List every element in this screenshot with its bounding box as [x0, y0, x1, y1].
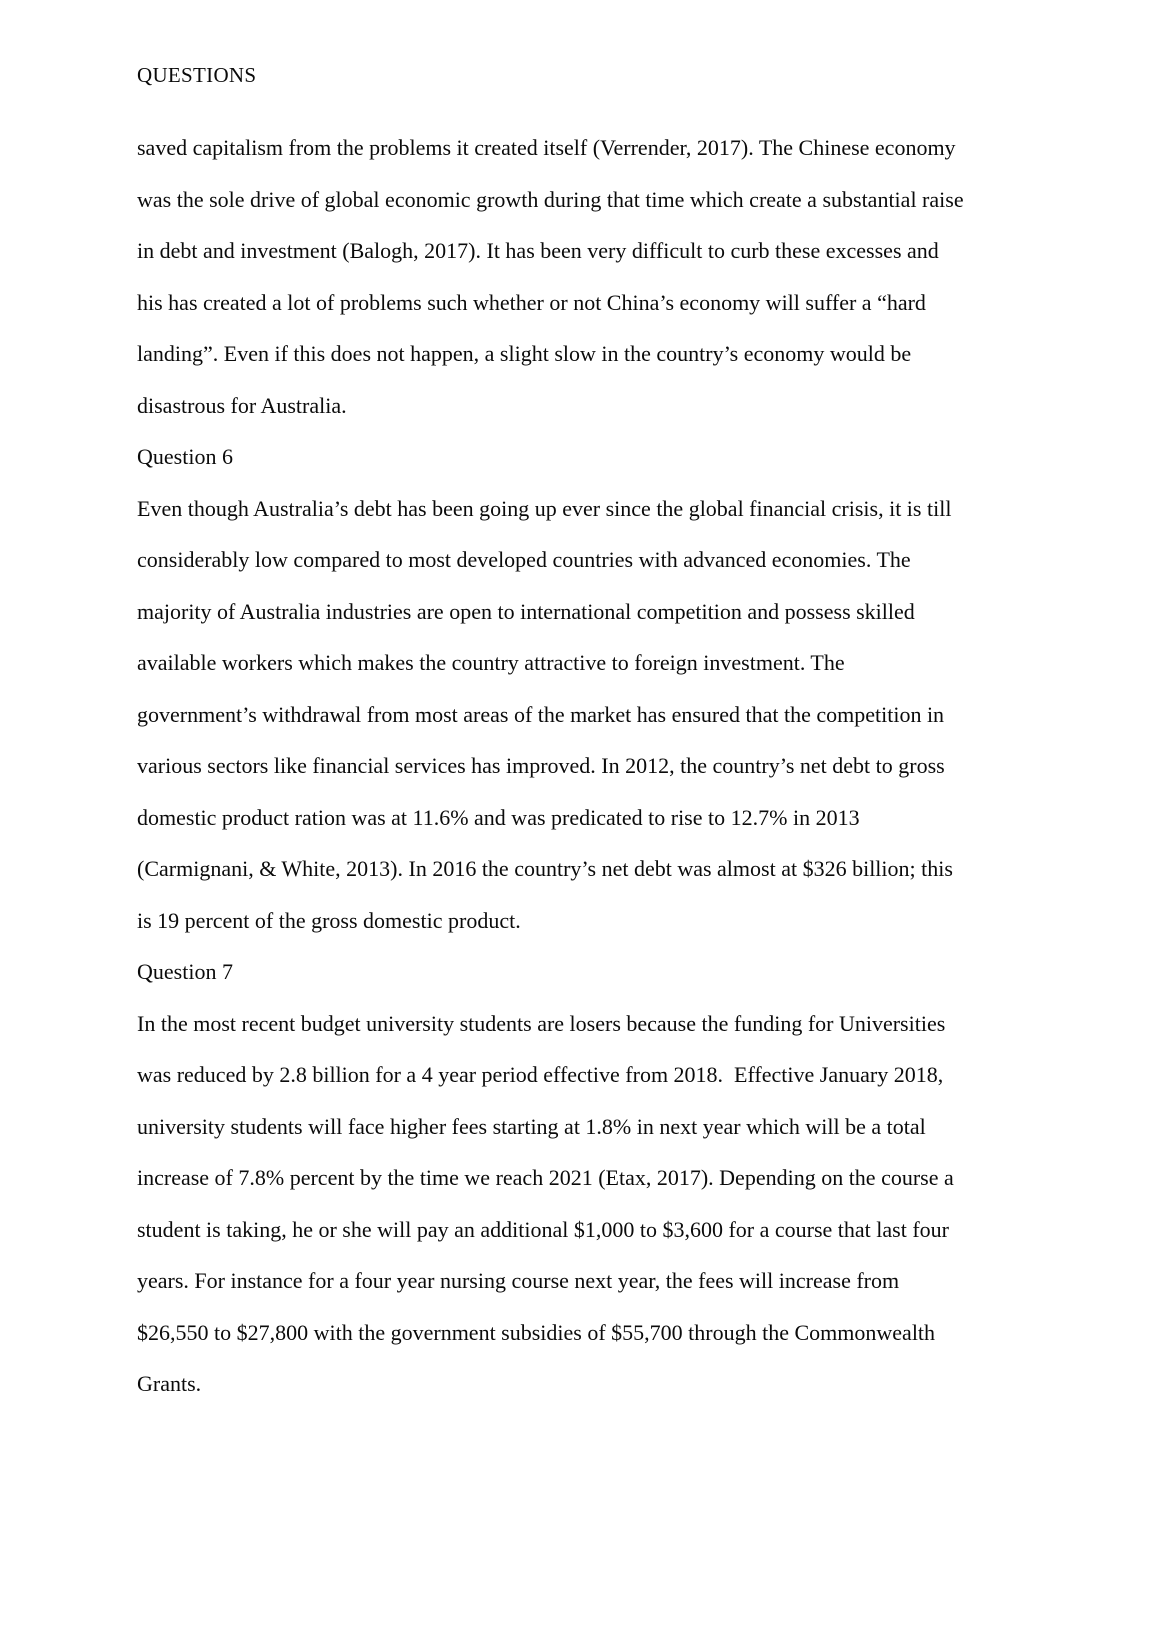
- text-line: (Carmignani, & White, 2013). In 2016 the country’s net debt was almost at $326 billion; this: [137, 856, 953, 881]
- text-line: in debt and investment (Balogh, 2017). It has been very difficult to curb these excesses and: [137, 238, 939, 263]
- text-line: In the most recent budget university students are losers because the funding for Universities: [137, 1010, 946, 1036]
- text-line: saved capitalism from the problems it created itself (Verrender, 2017). The Chinese economy: [137, 135, 956, 160]
- text-line: Question 7: [137, 959, 233, 984]
- text-line: was reduced by 2.8 billion for a 4 year period effective from 2018. Effective January 2018,: [137, 1062, 944, 1087]
- text-line: domestic product ration was at 11.6% and was predicated to rise to 12.7% in 2013: [137, 804, 860, 830]
- text-line: Even though Australia’s debt has been going up ever since the global financial crisis, it is till: [137, 495, 952, 521]
- text-line: majority of Australia industries are open to international competition and possess skilled: [137, 598, 915, 624]
- text-line: Question 6: [137, 444, 233, 469]
- text-line: various sectors like financial services has improved. In 2012, the country’s net debt to gross: [137, 753, 945, 778]
- document-header: QUESTIONS: [137, 63, 257, 87]
- text-line: considerably low compared to most developed countries with advanced economies. The: [137, 547, 911, 572]
- text-line: was the sole drive of global economic growth during that time which create a substantial raise: [137, 186, 964, 212]
- text-line: government’s withdrawal from most areas of the market has ensured that the competition in: [137, 701, 945, 727]
- question-7-heading: [137, 946, 1021, 998]
- paragraph-1: [137, 122, 1021, 431]
- text-line: his has created a lot of problems such whether or not China’s economy will suffer a “hard: [137, 289, 926, 315]
- paragraph-3: [137, 998, 1021, 1410]
- text-line: disastrous for Australia.: [137, 392, 347, 418]
- text-line: increase of 7.8% percent by the time we reach 2021 (Etax, 2017). Depending on the course a: [137, 1165, 954, 1190]
- text-line: available workers which makes the country attractive to foreign investment. The: [137, 650, 845, 675]
- text-line: student is taking, he or she will pay an additional $1,000 to $3,600 for a course that last four: [137, 1216, 950, 1242]
- document-body: [137, 122, 1021, 1410]
- paragraph-2: [137, 483, 1021, 947]
- text-line: Grants.: [137, 1371, 202, 1396]
- question-6-heading: [137, 431, 1021, 483]
- text-line: $26,550 to $27,800 with the government subsidies of $55,700 through the Commonwealth: [137, 1319, 936, 1345]
- text-line: university students will face higher fees starting at 1.8% in next year which will be a total: [137, 1113, 926, 1139]
- text-line: years. For instance for a four year nursing course next year, the fees will increase from: [137, 1268, 900, 1293]
- text-line: landing”. Even if this does not happen, a slight slow in the country’s economy would be: [137, 341, 912, 366]
- text-line: is 19 percent of the gross domestic product.: [137, 907, 521, 933]
